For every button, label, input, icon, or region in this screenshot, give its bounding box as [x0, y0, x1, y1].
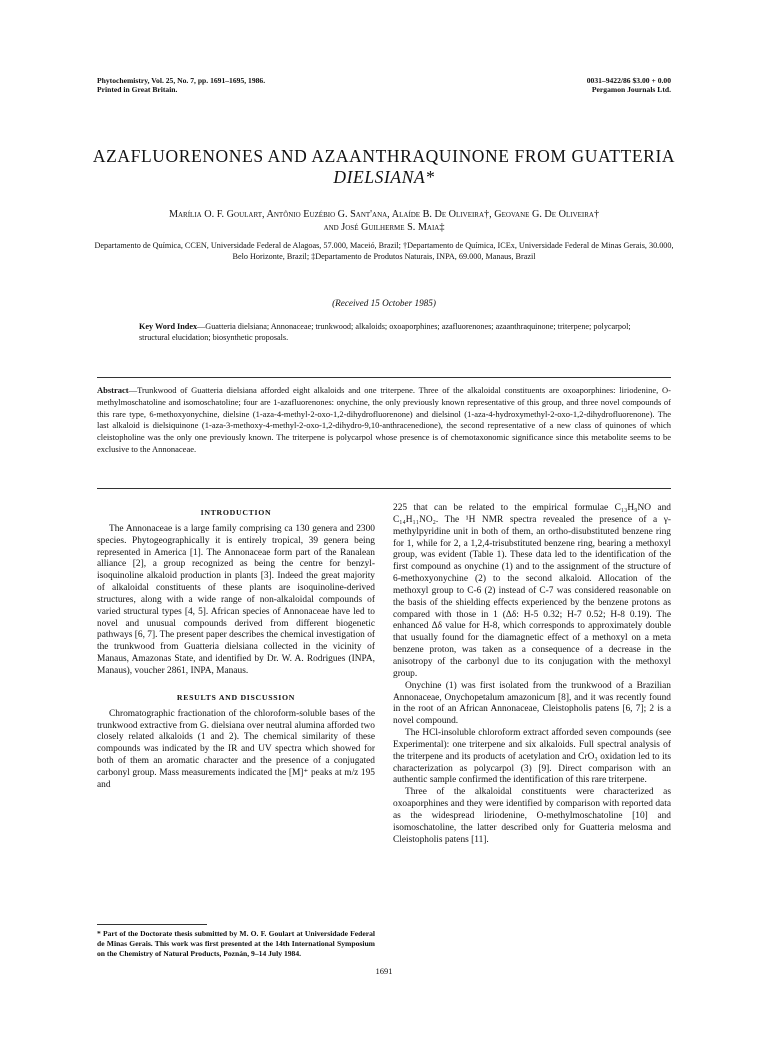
- abstract-bottom-rule: [97, 488, 671, 489]
- keyword-text: —Guatteria dielsiana; Annonaceae; trunkwood; alkaloids; oxoaporphines; azafluorenones; azaanthraquinone; triterpene; polycarpol; structural elucidation; biosynthetic proposals.: [139, 322, 631, 342]
- right-paragraph-1: 225 that can be related to the empirical formulae C₁₃H₉NO and C₁₄H₁₁NO₂. The ¹H NMR spectra revealed the presence of a γ-methylpyridine unit in both of them, an ortho-disubstituted benzene ring for 1, while for 2, a 1,2,4-trisubstituted benzene ring, bearing a methoxyl group, was evident (Table 1). These data led to the identification of the first compound as onychine (1) and to the assignment of the structure of 6-methoxyonychine (2) to the second alkaloid. Allocation of the methoxyl group to C-6 (2) instead of C-7 was considered reasonable on the basis of the shielding effects experienced by the benzene protons as compared with those in 1 (Δδ: H-5 0.32; H-7 0.52; H-8 0.19). The enhanced Δδ value for H-8, which corresponds to approximately double that usually found for the diamagnetic effect of a methoxyl on a meta benzene proton, was taken as a consequence of a decrease in the anisotropy of the carbonyl due to its conjugation with the methoxyl group.: [393, 503, 671, 679]
- results-paragraph: Chromatographic fractionation of the chloroform-soluble bases of the trunkwood extractive from G. dielsiana over neutral alumina afforded two closely related alkaloids (1 and 2). The chemical similarity of these compounds was indicated by the IR and UV spectra which showed for both of them an aromatic character and the presence of a conjugated carbonyl group. Mass measurements indicated the [M]⁺ peaks at m/z 195 and: [97, 708, 375, 790]
- introduction-paragraph: The Annonaceae is a large family comprising ca 130 genera and 2300 species. Phytogeographically it is entirely tropical, 39 genera being represented in America [1]. The Annonaceae form part of the Ranalean alliance [2], a group recognized as being the centre for benzyl-isoquinoline alkaloid production in plants [3]. Indeed the great majority of alkaloidal constituents of these plants are isoquinoline-derived structures, along with a wide range of non-alkaloidal compounds of varied structural types [4, 5]. African species of Annonaceae have led to novel and unusual compounds derived from different biogenetic pathways [6, 7]. The present paper describes the chemical investigation of the trunkwood from Guatteria dielsiana collected in the vicinity of Manaus, Amazonas State, and identified by Dr. W. A. Rodrigues (INPA, Manaus), voucher 2861, INPA, Manaus.: [97, 523, 375, 676]
- journal-citation: [97, 76, 265, 94]
- publisher-info: [587, 76, 671, 94]
- authors-line-2: and José Guilherme S. Maia‡: [323, 222, 445, 233]
- abstract-label: Abstract: [97, 385, 129, 395]
- footnote: * Part of the Doctorate thesis submitted by M. O. F. Goulart at Universidade Federal de Minas Gerais. This work was first presented at the 14th International Symposium on the Chemistry of Natural Products, Poznán, 9–14 July 1984.: [97, 929, 375, 958]
- keyword-label: Key Word Index: [139, 322, 198, 331]
- title-line-1: AZAFLUORENONES AND AZAANTHRAQUINONE FROM GUATTERIA: [92, 146, 676, 166]
- affiliations: Departamento de Química, CCEN, Universidade Federal de Alagoas, 57.000, Maceió, Brazil; †Departamento de Química, ICEx, Universidade Federal de Minas Gerais, 30.000, Belo Horizonte, Brazil; ‡Departamento de Produtos Naturais, INPA, 69.000, Manaus, Brazil: [94, 241, 674, 261]
- right-column: [393, 503, 671, 846]
- right-paragraph-2: Onychine (1) was first isolated from the trunkwood of a Brazilian Annonaceae, Onychopetalum amazonicum [8], and it was recently found in the root of an African Annonaceae, Cleistopholis patens [6, 7]; 2 is a novel compound.: [393, 680, 671, 727]
- price-code: 0031–9422/86 $3.00 + 0.00: [586, 76, 671, 85]
- authors-line-1: Marília O. F. Goulart, Antônio Euzébio G. Sant'ana, Alaíde B. De Oliveira†, Geovane G. De Oliveira†: [168, 209, 600, 220]
- received-date: (Received 15 October 1985): [332, 298, 436, 308]
- abstract-top-rule: [97, 377, 671, 378]
- right-paragraph-4: Three of the alkaloidal constituents were characterized as oxoaporphines and they were identified by comparison with reported data as the widespread liriodenine, O-methylmoschatoline [10] and isomoschatoline, the latter described only for Guatteria melosma and Cleistopholis patens [11].: [393, 787, 671, 845]
- paper-title: [70, 146, 698, 188]
- results-heading: RESULTS AND DISCUSSION: [176, 692, 296, 702]
- printed-in-line: Printed in Great Britain.: [97, 85, 178, 94]
- journal-citation-line: Phytochemistry, Vol. 25, No. 7, pp. 1691–1695, 1986.: [97, 76, 266, 85]
- page-number: 1691: [375, 966, 393, 976]
- abstract: [97, 385, 671, 456]
- author-list: [60, 208, 708, 234]
- keyword-index: [139, 321, 659, 343]
- publisher-name: Pergamon Journals Ltd.: [591, 85, 671, 94]
- footnote-rule: [97, 924, 207, 925]
- introduction-heading: INTRODUCTION: [200, 508, 272, 517]
- right-paragraph-3: The HCl-insoluble chloroform extract afforded seven compounds (see Experimental): one triterpene and six alkaloids. Full spectral analysis of the triterpene and its products of acetylation and CrO₃ oxidation led to its characterization as polycarpol (3) [9]. Direct comparison with an authentic sample confirmed the identification of this rare triterpene.: [393, 728, 671, 786]
- title-line-2: DIELSIANA*: [333, 167, 435, 187]
- left-column: [97, 507, 375, 792]
- abstract-text: —Trunkwood of Guatteria dielsiana afforded eight alkaloids and one triterpene. Three of the alkaloidal constituents are oxoaporphines: liriodenine, O-methylmoschatoline and isomoschatoline; four are 1-azafluorenones: onychine, the only previously known representative of this group, and three novel compounds of this rare type, 6-methoxyonychine, dielsine (1-aza-4-methyl-2-oxo-1,2-dihydrofluorenone) and dielsinol (1-aza-4-hydroxymethyl-2-oxo-1,2-dihydrofluorenone). The last alkaloid is dielsiquinone (1-aza-3-methoxy-4-methyl-2-oxo-1,2-dihydro-9,10-anthracenedione), the second representative of a new class of quinones of which cleistopholine was the only one previously known. The triterpene is polycarpol whose presence is of chemotaxonomic significance since this metabolite seems to be exclusive to the Annonaceae.: [97, 385, 671, 454]
